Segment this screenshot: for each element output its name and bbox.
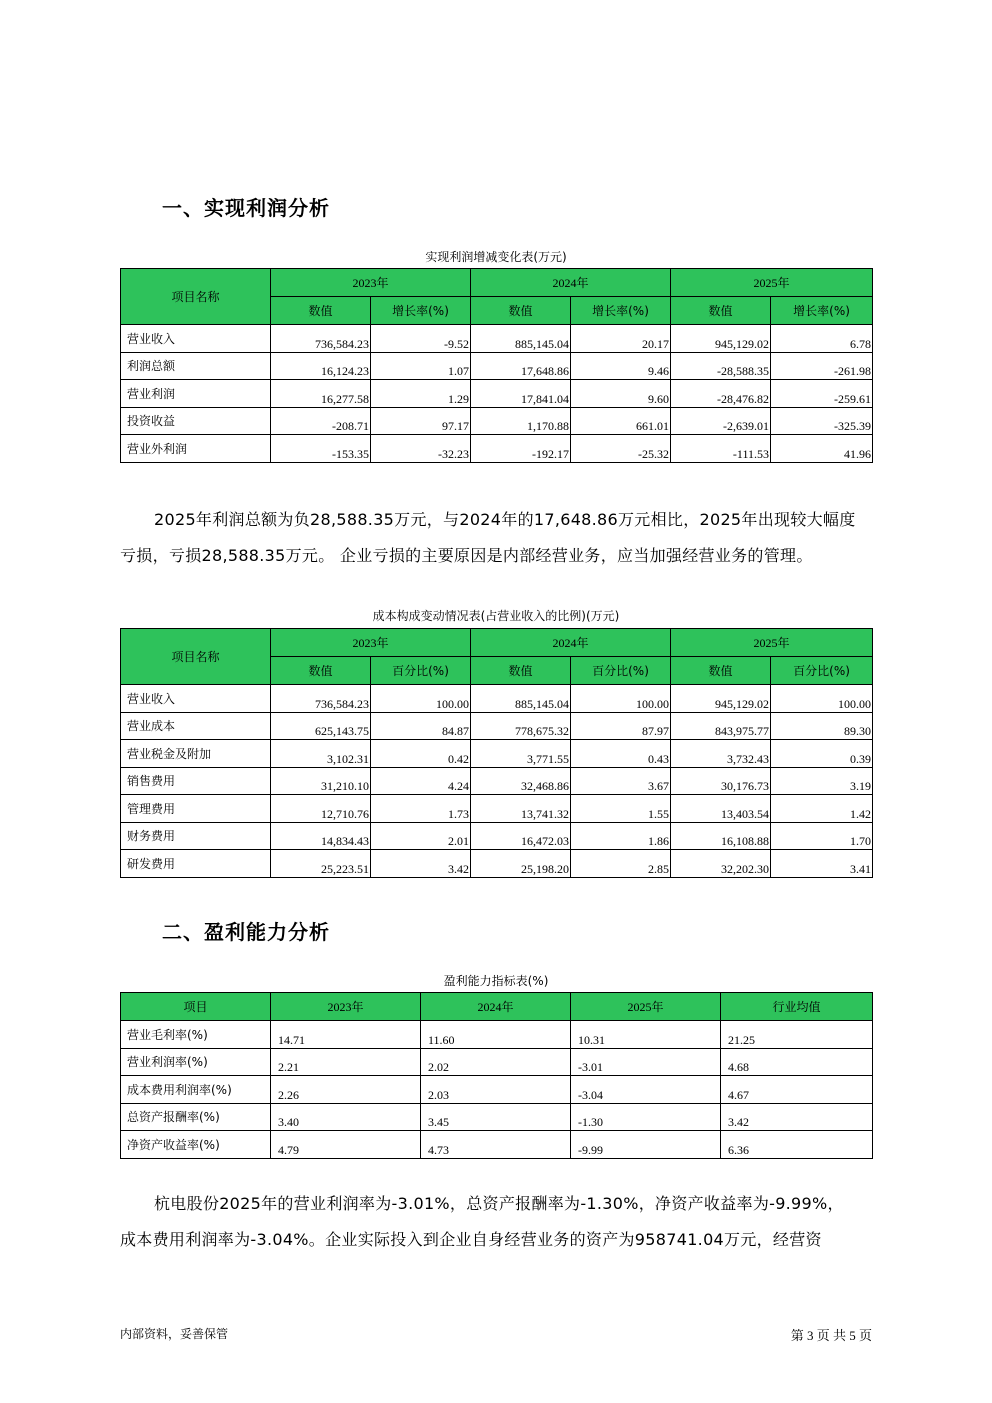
row-label: 成本费用利润率(%) (121, 1076, 271, 1104)
col-header-year: 2025年 (571, 993, 721, 1021)
col-header-year: 2024年 (421, 993, 571, 1021)
table-cell: 778,675.32 (471, 712, 571, 740)
table-row (121, 767, 873, 795)
table-cell: 21.25 (721, 1021, 873, 1049)
table-cell: 736,584.23 (271, 325, 371, 353)
table-row (121, 1103, 873, 1131)
table-cell: 16,124.23 (271, 352, 371, 380)
table-cell: 2.21 (271, 1048, 421, 1076)
paragraph-line: 2025年利润总额为负28,588.35万元，与2024年的17,648.86万元相比，2025年出现较大幅度 (154, 510, 856, 529)
profitability-table (120, 992, 873, 1159)
table-cell: 4.24 (371, 767, 471, 795)
table-cell: -9.99 (571, 1131, 721, 1159)
table-cell: 20.17 (571, 325, 671, 353)
table-cell: -25.32 (571, 435, 671, 463)
col-subheader-value: 数值 (671, 297, 771, 325)
col-subheader-percent: 百分比(%) (371, 657, 471, 685)
table-cell: 3,771.55 (471, 740, 571, 768)
table-cell: 885,145.04 (471, 685, 571, 713)
table-row (121, 325, 873, 353)
table-cell: 31,210.10 (271, 767, 371, 795)
table-cell: 4.73 (421, 1131, 571, 1159)
table-row (121, 822, 873, 850)
col-subheader-rate: 增长率(%) (771, 297, 873, 325)
table-cell: -192.17 (471, 435, 571, 463)
table-cell: 6.78 (771, 325, 873, 353)
table-cell: 736,584.23 (271, 685, 371, 713)
table-row (121, 1048, 873, 1076)
table-cell: 4.67 (721, 1076, 873, 1104)
row-label: 营业利润 (121, 380, 271, 408)
table-cell: 100.00 (371, 685, 471, 713)
col-subheader-value: 数值 (271, 657, 371, 685)
table-cell: 661.01 (571, 407, 671, 435)
table-cell: -153.35 (271, 435, 371, 463)
table-row (121, 712, 873, 740)
cost-structure-table (120, 628, 873, 878)
row-label: 营业税金及附加 (121, 740, 271, 768)
table-cell: 3.41 (771, 850, 873, 878)
table-cell: 0.39 (771, 740, 873, 768)
table-row (121, 795, 873, 823)
col-subheader-value: 数值 (271, 297, 371, 325)
table-cell: -1.30 (571, 1103, 721, 1131)
table-cell: 25,223.51 (271, 850, 371, 878)
table-cell: 89.30 (771, 712, 873, 740)
table-cell: 1.42 (771, 795, 873, 823)
profit-change-table (120, 268, 873, 463)
table-cell: 12,710.76 (271, 795, 371, 823)
row-label: 营业利润率(%) (121, 1048, 271, 1076)
table-cell: -3.04 (571, 1076, 721, 1104)
table-caption-profitability: 盈利能力指标表(%) (443, 974, 549, 988)
table-cell: 3.42 (371, 850, 471, 878)
col-subheader-rate: 增长率(%) (571, 297, 671, 325)
table-cell: 2.03 (421, 1076, 571, 1104)
table-cell: 3.45 (421, 1103, 571, 1131)
row-label: 营业收入 (121, 685, 271, 713)
row-label: 营业毛利率(%) (121, 1021, 271, 1049)
table-cell: 25,198.20 (471, 850, 571, 878)
col-header-year: 2024年 (471, 269, 671, 297)
table-cell: 945,129.02 (671, 685, 771, 713)
table-cell: 2.02 (421, 1048, 571, 1076)
col-subheader-rate: 增长率(%) (371, 297, 471, 325)
col-header-year: 2025年 (671, 269, 873, 297)
col-subheader-value: 数值 (471, 657, 571, 685)
table-cell: 9.46 (571, 352, 671, 380)
table-cell: -2,639.01 (671, 407, 771, 435)
table-cell: 87.97 (571, 712, 671, 740)
col-subheader-percent: 百分比(%) (771, 657, 873, 685)
table-cell: 3.67 (571, 767, 671, 795)
table-cell: 41.96 (771, 435, 873, 463)
footer-confidential: 内部资料，妥善保管 (120, 1327, 229, 1341)
table-cell: 3.40 (271, 1103, 421, 1131)
table-cell: 1.29 (371, 380, 471, 408)
row-label: 营业收入 (121, 325, 271, 353)
table-cell: 14.71 (271, 1021, 421, 1049)
table-cell: 10.31 (571, 1021, 721, 1049)
table-cell: 0.43 (571, 740, 671, 768)
col-header-year: 2025年 (671, 629, 873, 657)
table-row (121, 380, 873, 408)
table-cell: 13,741.32 (471, 795, 571, 823)
col-header-year: 2023年 (271, 269, 471, 297)
col-header-name: 项目名称 (121, 269, 271, 325)
col-header-item: 项目 (121, 993, 271, 1021)
row-label: 营业外利润 (121, 435, 271, 463)
paragraph-line: 亏损，亏损28,588.35万元。 企业亏损的主要原因是内部经营业务，应当加强经营业务的管理。 (120, 546, 813, 565)
table-cell: -259.61 (771, 380, 873, 408)
table-cell: 3.19 (771, 767, 873, 795)
table-cell: 1,170.88 (471, 407, 571, 435)
table-cell: 32,468.86 (471, 767, 571, 795)
table-row (121, 685, 873, 713)
table-cell: 16,277.58 (271, 380, 371, 408)
table-cell: 1.07 (371, 352, 471, 380)
table-row (121, 850, 873, 878)
table-cell: -28,476.82 (671, 380, 771, 408)
table-cell: 4.79 (271, 1131, 421, 1159)
table-cell: 11.60 (421, 1021, 571, 1049)
col-header-year: 2023年 (271, 993, 421, 1021)
profitability-analysis-paragraph (120, 1186, 880, 1258)
table-cell: 0.42 (371, 740, 471, 768)
section-heading-profitability: 二、盈利能力分析 (162, 920, 330, 944)
table-cell: 2.85 (571, 850, 671, 878)
table-cell: 97.17 (371, 407, 471, 435)
table-cell: 843,975.77 (671, 712, 771, 740)
table-cell: 1.73 (371, 795, 471, 823)
table-cell: -208.71 (271, 407, 371, 435)
row-label: 投资收益 (121, 407, 271, 435)
table-cell: 9.60 (571, 380, 671, 408)
table-cell: -9.52 (371, 325, 471, 353)
row-label: 净资产收益率(%) (121, 1131, 271, 1159)
footer-page-number: 第 3 页 共 5 页 (790, 1328, 872, 1343)
table-cell: 4.68 (721, 1048, 873, 1076)
table-cell: 3,732.43 (671, 740, 771, 768)
row-label: 管理费用 (121, 795, 271, 823)
col-subheader-percent: 百分比(%) (571, 657, 671, 685)
row-label: 利润总额 (121, 352, 271, 380)
table-cell: -325.39 (771, 407, 873, 435)
col-header-name: 项目名称 (121, 629, 271, 685)
table-cell: 17,841.04 (471, 380, 571, 408)
col-header-year: 2023年 (271, 629, 471, 657)
table-cell: 100.00 (771, 685, 873, 713)
col-subheader-value: 数值 (671, 657, 771, 685)
row-label: 营业成本 (121, 712, 271, 740)
table-row (121, 407, 873, 435)
table-cell: 885,145.04 (471, 325, 571, 353)
table-row (121, 740, 873, 768)
table-row (121, 1131, 873, 1159)
table-cell: 1.55 (571, 795, 671, 823)
table-cell: 30,176.73 (671, 767, 771, 795)
table-cell: -261.98 (771, 352, 873, 380)
table-cell: -28,588.35 (671, 352, 771, 380)
table-cell: 17,648.86 (471, 352, 571, 380)
table-cell: 16,472.03 (471, 822, 571, 850)
table-row (121, 1021, 873, 1049)
table-cell: 6.36 (721, 1131, 873, 1159)
table-row (121, 352, 873, 380)
table-cell: -32.23 (371, 435, 471, 463)
paragraph-line: 成本费用利润率为-3.04%。企业实际投入到企业自身经营业务的资产为958741.04万元，经营资 (120, 1230, 822, 1249)
table-caption-cost-structure: 成本构成变动情况表(占营业收入的比例)(万元) (372, 609, 620, 623)
table-cell: 625,143.75 (271, 712, 371, 740)
table-cell: 2.01 (371, 822, 471, 850)
table-cell: -3.01 (571, 1048, 721, 1076)
row-label: 研发费用 (121, 850, 271, 878)
col-subheader-value: 数值 (471, 297, 571, 325)
section-heading-profit: 一、实现利润分析 (162, 196, 330, 220)
table-cell: 2.26 (271, 1076, 421, 1104)
table-cell: 100.00 (571, 685, 671, 713)
table-cell: 3,102.31 (271, 740, 371, 768)
table-cell: 1.70 (771, 822, 873, 850)
table-cell: 16,108.88 (671, 822, 771, 850)
table-row (121, 435, 873, 463)
profit-analysis-paragraph (120, 502, 880, 574)
table-cell: -111.53 (671, 435, 771, 463)
row-label: 销售费用 (121, 767, 271, 795)
row-label: 总资产报酬率(%) (121, 1103, 271, 1131)
table-cell: 13,403.54 (671, 795, 771, 823)
col-header-industry-avg: 行业均值 (721, 993, 873, 1021)
table-cell: 3.42 (721, 1103, 873, 1131)
table-cell: 32,202.30 (671, 850, 771, 878)
row-label: 财务费用 (121, 822, 271, 850)
table-cell: 945,129.02 (671, 325, 771, 353)
table-cell: 14,834.43 (271, 822, 371, 850)
table-caption-profit-change: 实现利润增减变化表(万元) (425, 250, 567, 264)
col-header-year: 2024年 (471, 629, 671, 657)
table-cell: 84.87 (371, 712, 471, 740)
paragraph-line: 杭电股份2025年的营业利润率为-3.01%，总资产报酬率为-1.30%，净资产收益率为-9.99%， (154, 1194, 844, 1213)
table-cell: 1.86 (571, 822, 671, 850)
table-row (121, 1076, 873, 1104)
